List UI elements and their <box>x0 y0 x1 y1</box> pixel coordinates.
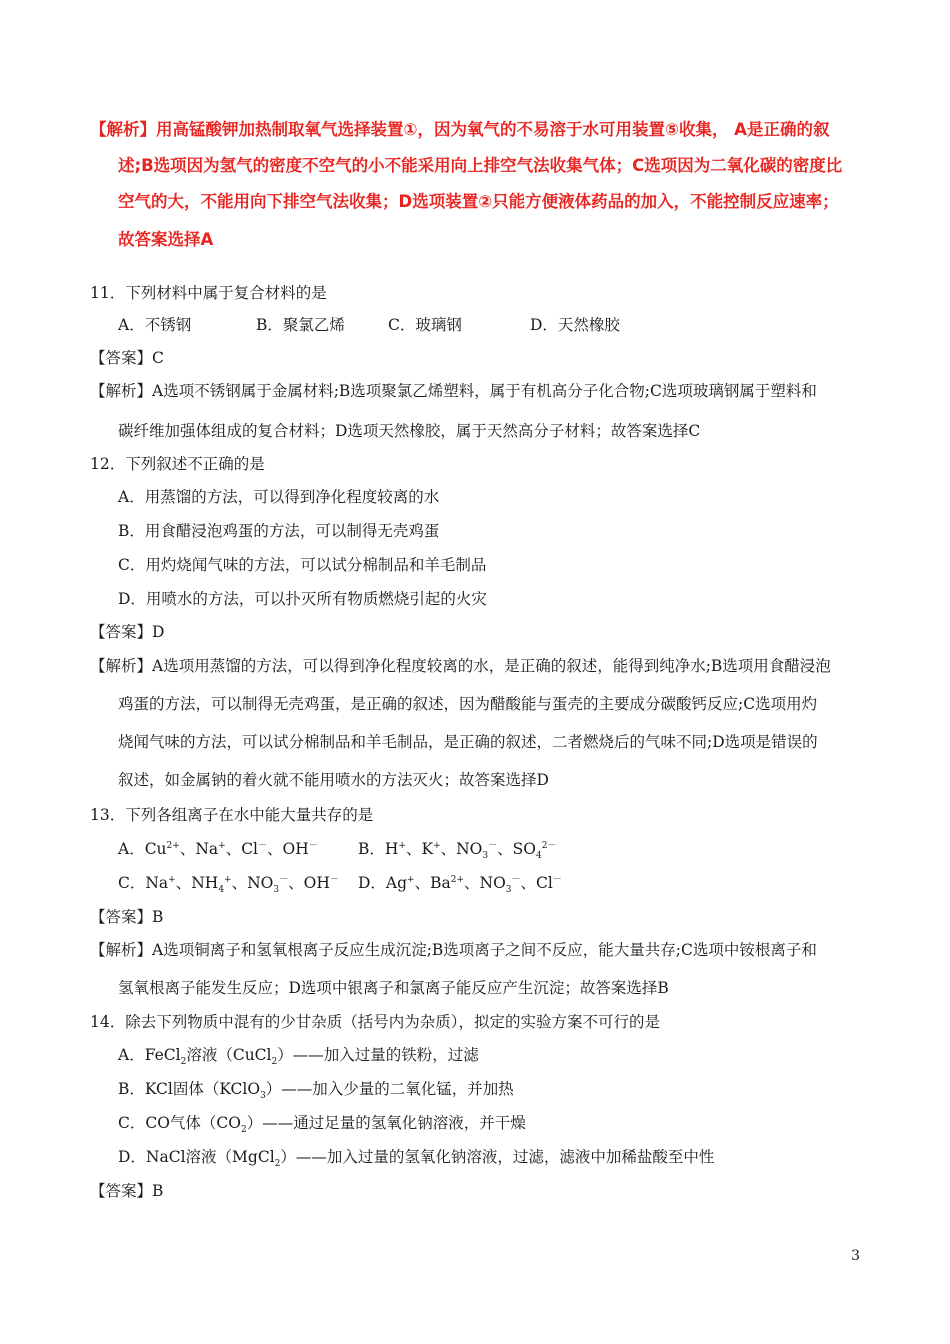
q11-option-d: D．天然橡胶 <box>530 316 620 334</box>
red-analysis-line-2: 述;B选项因为氢气的密度不空气的小不能采用向上排空气法收集气体；C选项因为二氧化碳的密度比 <box>118 156 843 175</box>
q11-stem: 11．下列材料中属于复合材料的是 <box>90 284 327 302</box>
q14-option-a: A．FeCl$_2$溶液（CuCl$_2$）——加入过量的铁粉，过滤 <box>118 1046 479 1068</box>
q13-analysis-line-1: 【解析】A选项铜离子和氢氧根离子反应生成沉淀;B选项离子之间不反应，能大量共存;C选项中铵根离子和 <box>90 941 817 959</box>
red-analysis-line-4: 故答案选择A <box>118 230 214 249</box>
q13-analysis-line-2: 氢氧根离子能发生反应；D选项中银离子和氯离子能反应产生沉淀；故答案选择B <box>118 979 669 997</box>
q13-option-c: C．Na+、$NH_4^+$、$NO_3^-$、OH－ <box>118 874 339 896</box>
q11-option-b: B．聚氯乙烯 <box>256 316 345 334</box>
red-analysis-line-3: 空气的大，不能用向下排空气法收集；D选项装置②只能方便液体药品的加入，不能控制反应速率； <box>118 192 839 211</box>
q12-analysis-line-2: 鸡蛋的方法，可以制得无壳鸡蛋，是正确的叙述，因为醋酸能与蛋壳的主要成分碳酸钙反应;C选项用灼 <box>118 695 818 713</box>
q14-stem: 14．除去下列物质中混有的少甘杂质（括号内为杂质），拟定的实验方案不可行的是 <box>90 1013 660 1031</box>
page-number: 3 <box>851 1248 860 1264</box>
q13-stem: 13．下列各组离子在水中能大量共存的是 <box>90 806 374 824</box>
q14-option-c: C．CO气体$(CO_2)——$通过足量的氢氧化钠溶液，并干燥 <box>118 1114 526 1136</box>
q13-option-d: D．Ag+、$Ba^{2+}$、$NO_3^-$、Cl－ <box>358 874 562 896</box>
q11-analysis-line-2: 碳纤维加强体组成的复合材料；D选项天然橡胶，属于天然高分子材料；故答案选择C <box>118 422 701 440</box>
q12-option-c: C．用灼烧闻气味的方法，可以试分棉制品和羊毛制品 <box>118 556 487 574</box>
q11-option-a: A．不锈钢 <box>118 316 192 334</box>
q12-analysis-line-3: 烧闻气味的方法，可以试分棉制品和羊毛制品，是正确的叙述，二者燃烧后的气味不同;D选项是错误的 <box>118 733 818 751</box>
q14-answer: 【答案】B <box>90 1182 164 1200</box>
q13-option-b: B．H+、K+、$NO_3^-$、$SO_4^{2-}$ <box>358 840 557 862</box>
red-analysis-line-1: 【解析】用高锰酸钾加热制取氧气选择装置①，因为氧气的不易溶于水可用装置⑤收集， A是正确的叙 <box>90 120 830 139</box>
q12-option-a: A．用蒸馏的方法，可以得到净化程度较离的水 <box>118 488 440 506</box>
q12-option-d: D．用喷水的方法，可以扑灭所有物质燃烧引起的火灾 <box>118 590 487 608</box>
q14-option-b: B．KCl固体（KClO$_3$）——加入少量的二氧化锰，并加热 <box>118 1080 514 1102</box>
q11-option-c: C．玻璃钢 <box>388 316 462 334</box>
q11-analysis-line-1: 【解析】A选项不锈钢属于金属材料;B选项聚氯乙烯塑料，属于有机高分子化合物;C选项玻璃钢属于塑料和 <box>90 382 817 400</box>
q12-option-b: B．用食醋浸泡鸡蛋的方法，可以制得无壳鸡蛋 <box>118 522 440 540</box>
q13-answer: 【答案】B <box>90 908 164 926</box>
q12-stem: 12．下列叙述不正确的是 <box>90 455 265 473</box>
q12-answer: 【答案】D <box>90 623 165 641</box>
q12-analysis-line-1: 【解析】A选项用蒸馏的方法，可以得到净化程度较离的水，是正确的叙述，能得到纯净水;B选项用食醋浸泡 <box>90 657 831 675</box>
q12-analysis-line-4: 叙述，如金属钠的着火就不能用喷水的方法灭火；故答案选择D <box>118 771 549 789</box>
q13-option-a: A．$Cu^{2+}$、Na+、Cl－、OH－ <box>118 840 318 858</box>
q11-answer: 【答案】C <box>90 349 164 367</box>
q14-option-d: D．NaCl溶液（MgCl$_2$）——加入过量的氢氧化钠溶液，过滤，滤液中加稀盐酸至中性 <box>118 1148 715 1170</box>
